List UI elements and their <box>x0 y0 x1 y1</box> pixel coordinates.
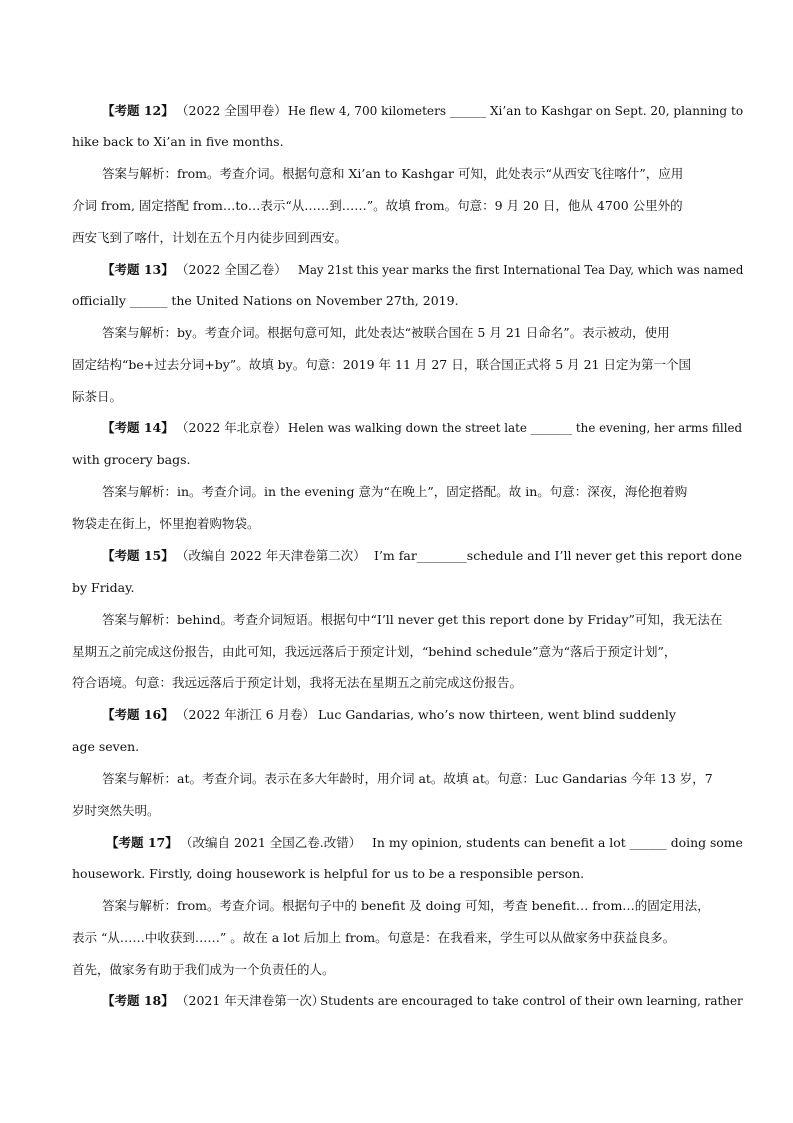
answer-12-line-3 <box>0 227 793 249</box>
answer-text: 答案与解析：at。考查介词。表示在多大年龄时，用介词 at。故填 at。句意：Luc Gandarias 今年 13 岁，7 <box>102 771 713 786</box>
question-label: 【考题 15】 <box>102 548 174 563</box>
question-source: （改编自 2021 全国乙卷.改错） <box>180 835 362 850</box>
question-label: 【考题 13】 <box>102 262 174 277</box>
question-14-line-1 <box>0 417 793 439</box>
answer-text: 固定结构“be+过去分词+by”。故填 by。句意：2019 年 11 月 27 日，联合国正式将 5 月 21 日定为第一个国 <box>72 357 691 372</box>
answer-13-line-3 <box>0 386 793 408</box>
question-12-line-1 <box>0 100 793 122</box>
answer-15-line-3 <box>0 672 793 694</box>
question-text: hike back to Xi’an in five months. <box>72 134 284 149</box>
question-text: with grocery bags. <box>72 452 191 467</box>
answer-text: 际茶日。 <box>72 389 123 404</box>
answer-16-line-1 <box>0 768 793 790</box>
answer-text: 答案与解析：by。考查介词。根据句意可知，此处表达“被联合国在 5 月 21 日命名”。表示被动，使用 <box>102 325 670 340</box>
question-text: In my opinion, students can benefit a lot ______ doing some <box>372 835 743 850</box>
question-text: Students are encouraged to take control of their own learning, rather <box>320 994 743 1008</box>
answer-13-line-1 <box>0 322 793 344</box>
question-16-line-1 <box>0 704 793 726</box>
question-text: housework. Firstly, doing housework is helpful for us to be a responsible person. <box>72 866 585 881</box>
question-13-line-1 <box>0 259 793 281</box>
answer-text: 岁时突然失明。 <box>72 803 160 818</box>
question-source: （2022 年浙江 6 月卷） <box>176 707 316 722</box>
answer-16-line-2 <box>0 800 793 822</box>
answer-text: 答案与解析：from。考查介词。根据句子中的 benefit 及 doing 可知，考查 benefit… from…的固定用法， <box>102 898 710 913</box>
answer-text: 表示 “从……中收获到……” 。故在 a lot 后加上 from。句意是：在我看来，学生可以从做家务中获益良多。 <box>72 930 676 945</box>
answer-12-line-1 <box>0 163 793 185</box>
question-text: officially ______ the United Nations on November 27th, 2019. <box>72 293 459 308</box>
answer-text: 介词 from, 固定搭配 from…to…表示“从……到……”。故填 from。句意：9 月 20 日，他从 4700 公里外的 <box>72 198 683 213</box>
question-12-line-2 <box>0 131 793 153</box>
question-text: by Friday. <box>72 580 135 595</box>
answer-15-line-1 <box>0 609 793 631</box>
question-source: （2022 全国乙卷） <box>176 262 287 277</box>
answer-text: 星期五之前完成这份报告，由此可知，我远远落后于预定计划，“behind schedule”意为“落后于预定计划”， <box>72 644 677 659</box>
answer-text: 答案与解析：from。考查介词。根据句意和 Xi’an to Kashgar 可知，此处表示“从西安飞往喀什”，应用 <box>102 166 684 181</box>
question-text: I’m far________schedule and I’ll never get this report done <box>374 548 742 563</box>
question-label: 【考题 17】 <box>106 835 178 850</box>
answer-text: 答案与解析：in。考查介词。in the evening 意为“在晚上”，固定搭配。故 in。句意：深夜，海伦抱着购 <box>102 484 688 499</box>
answer-text: 符合语境。句意：我远远落后于预定计划，我将无法在星期五之前完成这份报告。 <box>72 675 523 690</box>
answer-text: 物袋走在街上，怀里抱着购物袋。 <box>72 516 260 531</box>
answer-17-line-2 <box>0 927 793 949</box>
question-source: （改编自 2022 年天津卷第二次） <box>176 548 366 563</box>
answer-13-line-2 <box>0 354 793 376</box>
question-text: Luc Gandarias, who’s now thirteen, went blind suddenly <box>318 707 676 722</box>
question-source: （2022 全国甲卷） <box>176 103 287 118</box>
question-label: 【考题 12】 <box>102 103 174 118</box>
answer-12-line-2 <box>0 195 793 217</box>
answer-15-line-2 <box>0 641 793 663</box>
question-15-line-1 <box>0 545 793 567</box>
question-text: age seven. <box>72 739 140 754</box>
question-text: He flew 4, 700 kilometers ______ Xi’an to Kashgar on Sept. 20, planning to <box>288 104 744 118</box>
question-16-line-2 <box>0 736 793 758</box>
question-18-line-1 <box>0 990 793 1012</box>
question-15-line-2 <box>0 577 793 599</box>
question-label: 【考题 18】 <box>102 993 174 1008</box>
answer-14-line-1 <box>0 481 793 503</box>
answer-14-line-2 <box>0 513 793 535</box>
answer-text: 西安飞到了喀什，计划在五个月内徒步回到西安。 <box>72 230 348 245</box>
question-17-line-2 <box>0 863 793 885</box>
question-source: （2021 年天津卷第一次） <box>176 993 325 1008</box>
question-17-line-1 <box>0 832 793 854</box>
question-text: May 21st this year marks the first International Tea Day, which was named <box>298 263 744 277</box>
answer-text: 答案与解析：behind。考查介词短语。根据句中“I’ll never get this report done by Friday”可知，我无法在 <box>102 612 723 627</box>
question-14-line-2 <box>0 449 793 471</box>
question-label: 【考题 14】 <box>102 420 174 435</box>
answer-17-line-1 <box>0 895 793 917</box>
question-13-line-2 <box>0 290 793 312</box>
question-text: Helen was walking down the street late _______ the evening, her arms filled <box>288 421 743 435</box>
answer-17-line-3 <box>0 959 793 981</box>
answer-text: 首先，做家务有助于我们成为一个负责任的人。 <box>72 962 335 977</box>
question-label: 【考题 16】 <box>102 707 174 722</box>
question-source: （2022 年北京卷） <box>176 420 287 435</box>
